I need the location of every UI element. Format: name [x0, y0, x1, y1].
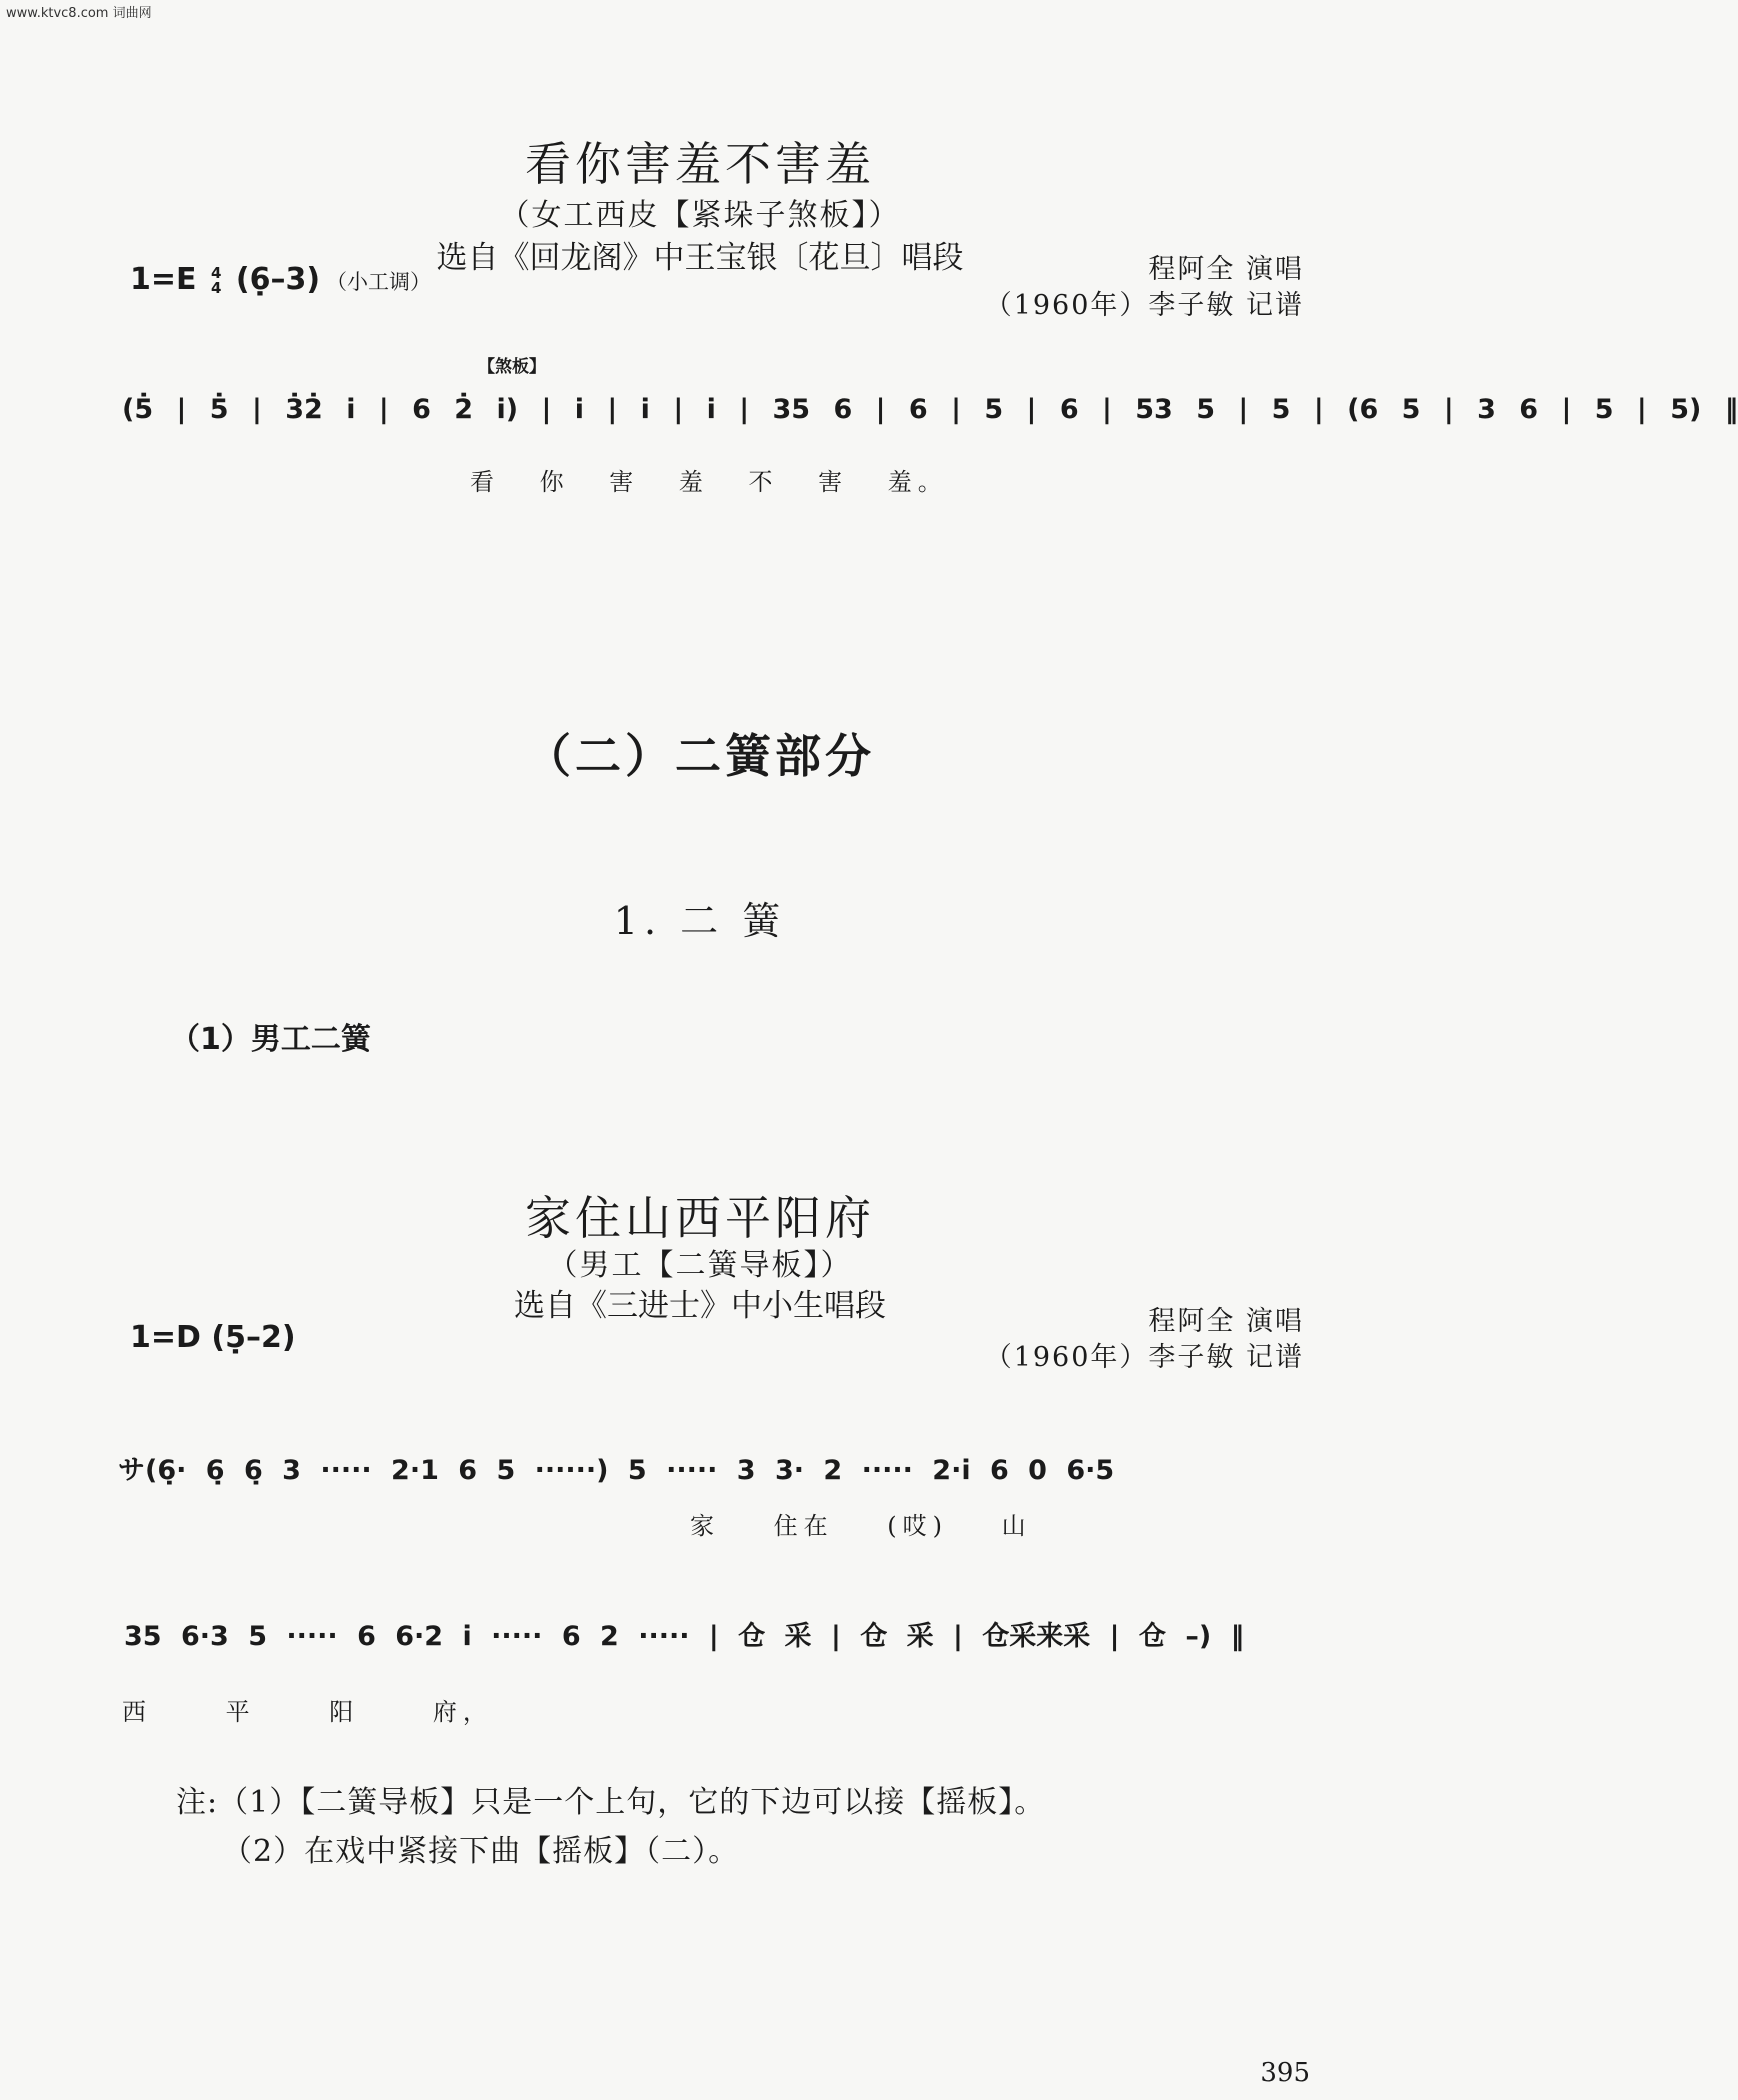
footnote-2: （2）在戏中紧接下曲【摇板】（二）。 — [222, 1834, 740, 1869]
song1-notation: (5̇ | 5̇ | 3̇2̇ i | 6 2̇ i) | i | i | i | 35 6 | 6 | 5 | 6 | 53 5 | 5 | (6 5 | 3 6 | 5 | 5) ‖ — [122, 394, 1738, 425]
song2-notation-line1: サ(6̣· 6̣ 6̣ 3 ····· 2·1 6 5 ······) 5 ····· 3 3· 2 ····· 2·i 6 0 6·5 — [118, 1455, 1115, 1486]
section-subheading: 1. 二 簧 — [613, 899, 787, 943]
song1-tuning: (6̣–3) — [235, 262, 321, 297]
song1-tuning-note: （小工调） — [326, 270, 432, 294]
song2-key-signature — [130, 1320, 296, 1355]
song2-lyrics-line2: 西 平 阳 府， — [122, 1698, 493, 1726]
song2-source: 选自《三进士》中小生唱段 — [514, 1288, 886, 1324]
song1-recorder: （1960年）李子敏 记谱 — [984, 290, 1304, 321]
song1-singer: 程阿全 演唱 — [1148, 254, 1304, 285]
song1-key-signature — [130, 262, 431, 297]
song2-recorder: （1960年）李子敏 记谱 — [984, 1342, 1304, 1373]
song1-credits — [985, 252, 1304, 324]
site-watermark: www.ktvc8.com 词曲网 — [6, 6, 152, 21]
section-heading: （二）二簧部分 — [525, 729, 875, 783]
song2-subtitle: （男工【二簧导板】） — [547, 1248, 853, 1283]
song2-notation-line2: 35 6·3 5 ····· 6 6·2 i ····· 6 2 ····· | 仓 采 | 仓 采 | 仓采来采 | 仓 –) ‖ — [124, 1621, 1245, 1652]
song1-source: 选自《回龙阁》中王宝银〔花旦〕唱段 — [436, 240, 964, 276]
song1-time-signature: 4 4 — [210, 263, 222, 297]
song1-lyrics: 看 你 害 羞 不 害 羞。 — [470, 468, 948, 496]
page-number: 395 — [1260, 2058, 1310, 2088]
song1-key: 1=E — [130, 262, 197, 297]
song1-subtitle: （女工西皮【紧垛子煞板】） — [499, 198, 901, 233]
section-subsubheading: （1）男工二簧 — [170, 1022, 371, 1057]
song2-title: 家住山西平阳府 — [525, 1191, 875, 1245]
song2-singer: 程阿全 演唱 — [1148, 1306, 1304, 1337]
song1-tempo-marker: 【煞板】 — [478, 357, 546, 377]
song2-key: 1=D — [130, 1320, 201, 1355]
song2-lyrics-line1: 家 住在 (哎) 山 — [690, 1512, 1032, 1540]
footnote-1: 注:（1）【二簧导板】只是一个上句，它的下边可以接【摇板】。 — [176, 1785, 1046, 1820]
song2-tuning: (5̣–2) — [211, 1320, 296, 1355]
song2-credits — [985, 1304, 1304, 1376]
song1-title: 看你害羞不害羞 — [525, 137, 875, 191]
